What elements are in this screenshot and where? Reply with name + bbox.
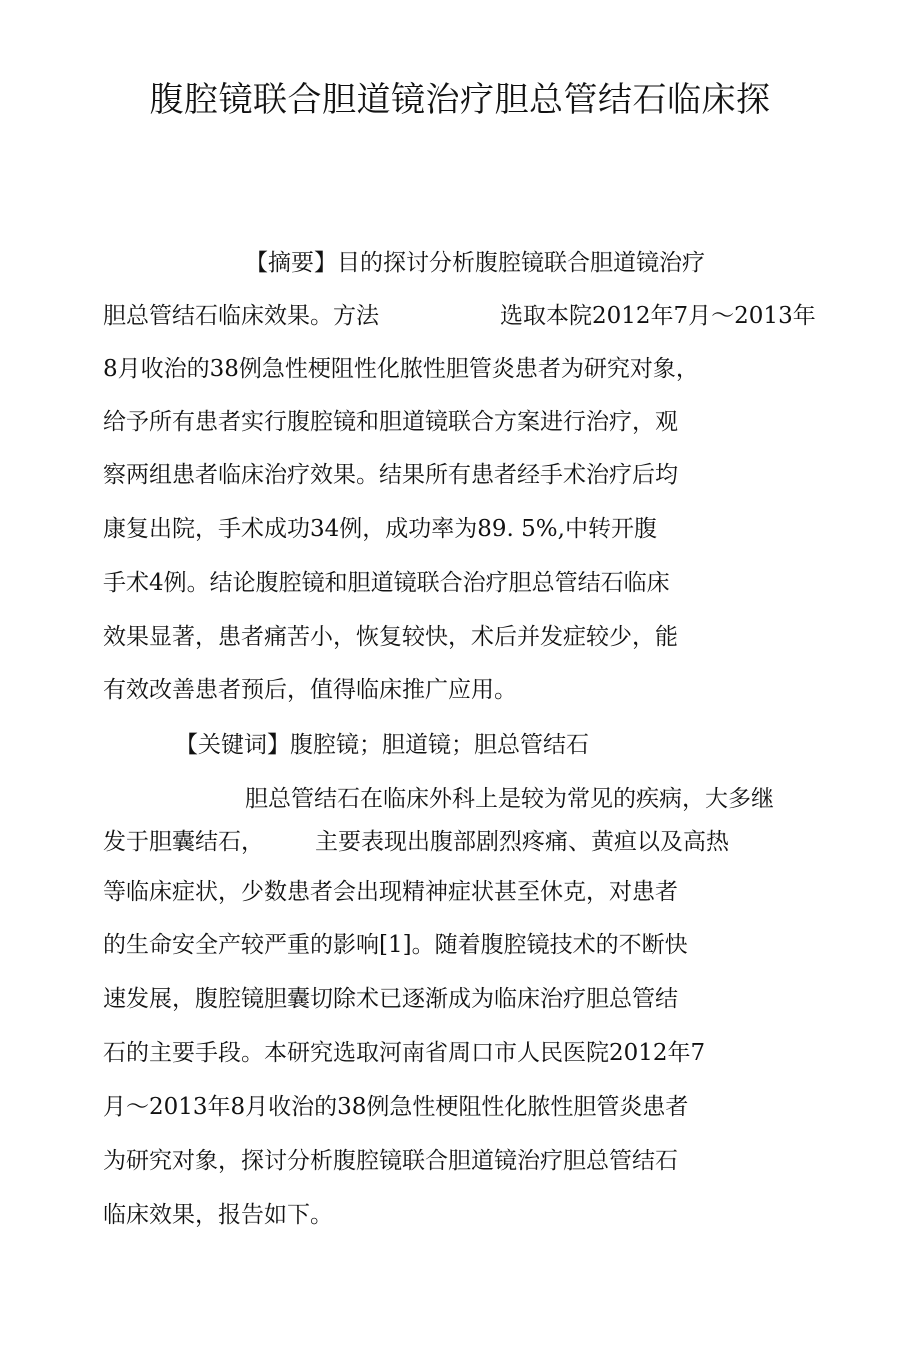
- abstract-line-7: 手术4例。结论腹腔镜和胆道镜联合治疗胆总管结石临床: [103, 570, 670, 596]
- body-line-9: 临床效果，报告如下。: [103, 1202, 333, 1228]
- keywords-line: 【关键词】腹腔镜；胆道镜；胆总管结石: [175, 732, 589, 758]
- body-line-2a: 发于胆囊结石，: [103, 829, 264, 855]
- body-line-2b: 主要表现出腹部剧烈疼痛、黄疸以及高热: [315, 829, 729, 855]
- body-line-4: 的生命安全产较严重的影响[1]。随着腹腔镜技术的不断快: [103, 932, 688, 958]
- body-line-3: 等临床症状，少数患者会出现精神症状甚至休克，对患者: [103, 879, 678, 905]
- abstract-line-5: 察两组患者临床治疗效果。结果所有患者经手术治疗后均: [103, 462, 678, 488]
- abstract-line-3: 8月收治的38例急性梗阻性化脓性胆管炎患者为研究对象，: [103, 356, 699, 382]
- abstract-line-4: 给予所有患者实行腹腔镜和胆道镜联合方案进行治疗，观: [103, 409, 678, 435]
- body-line-5: 速发展，腹腔镜胆囊切除术已逐渐成为临床治疗胆总管结: [103, 986, 678, 1012]
- abstract-line-6: 康复出院，手术成功34例，成功率为89. 5%,中转开腹: [103, 516, 657, 542]
- body-line-1: 胆总管结石在临床外科上是较为常见的疾病，大多继: [245, 786, 774, 812]
- abstract-line-2b: 选取本院2012年7月～2013年: [500, 303, 816, 329]
- body-line-7: 月～2013年8月收治的38例急性梗阻性化脓性胆管炎患者: [103, 1094, 689, 1120]
- abstract-line-1: 【摘要】目的探讨分析腹腔镜联合胆道镜治疗: [245, 250, 705, 276]
- abstract-line-2a: 胆总管结石临床效果。方法: [103, 303, 379, 329]
- body-line-6: 石的主要手段。本研究选取河南省周口市人民医院2012年7: [103, 1040, 706, 1066]
- abstract-line-9: 有效改善患者预后，值得临床推广应用。: [103, 677, 517, 703]
- body-line-8: 为研究对象，探讨分析腹腔镜联合胆道镜治疗胆总管结石: [103, 1148, 678, 1174]
- document-title: 腹腔镜联合胆道镜治疗胆总管结石临床探: [149, 80, 771, 120]
- abstract-line-8: 效果显著，患者痛苦小，恢复较快，术后并发症较少，能: [103, 624, 678, 650]
